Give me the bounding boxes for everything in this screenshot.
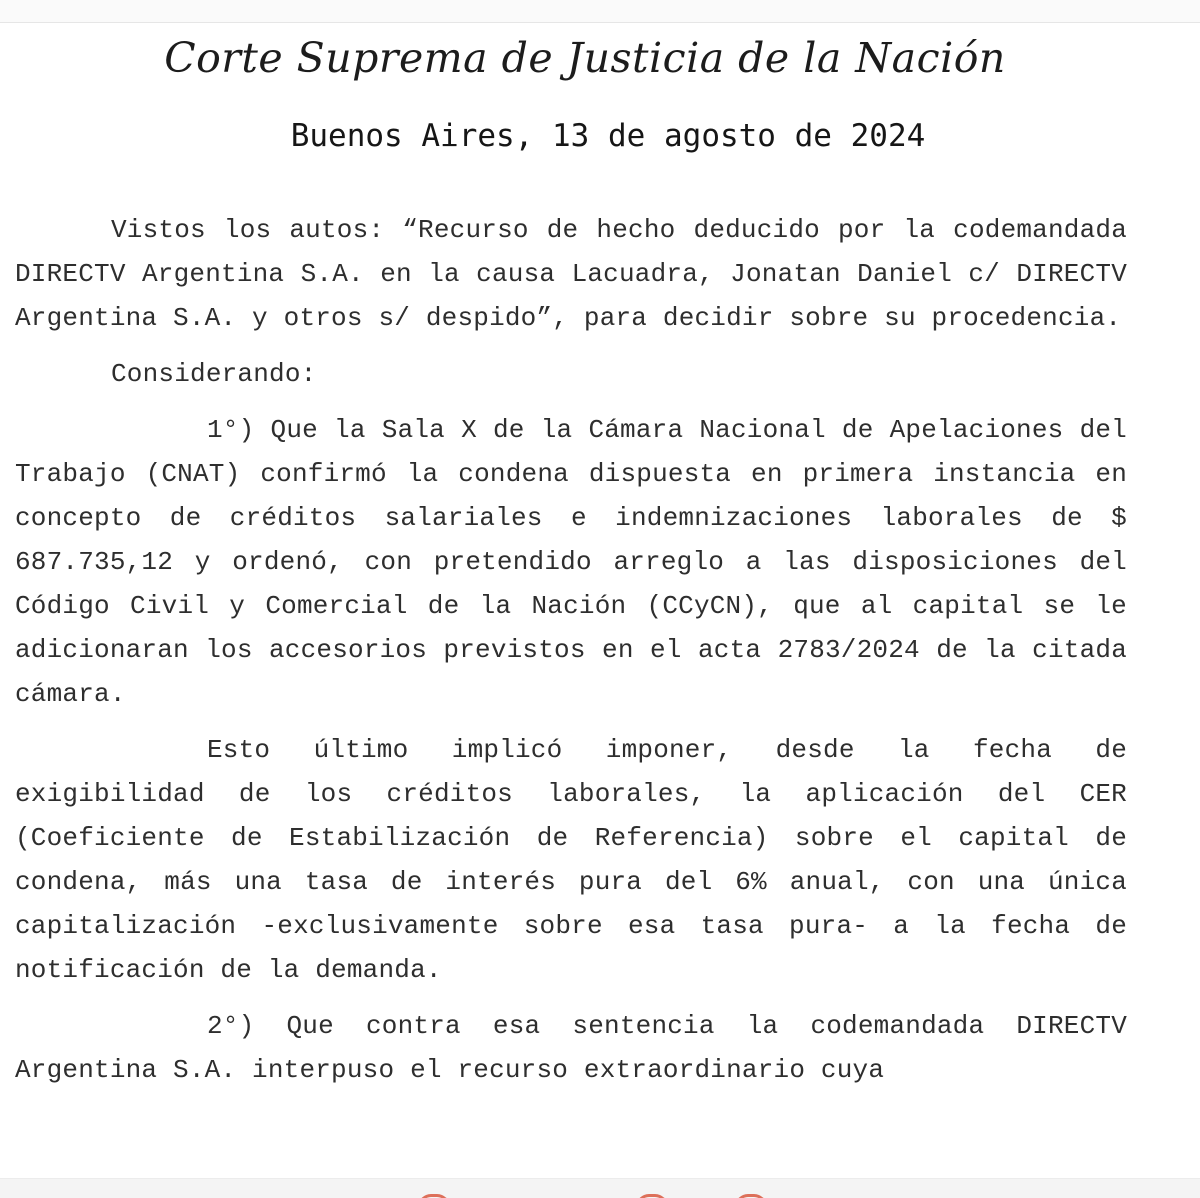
paragraph-esto-ultimo: Esto último implicó imponer, desde la fecha de exigibilidad de los créditos laborales, la aplicación del CER (Coeficiente de Estabilización de Referencia) sobre el capital de condena, más una tasa de interés pura del 6% anual, con una única capitalización -exclusivamente sobre esa tasa pura- a la fecha de notificación de la demanda.: [15, 735, 1127, 985]
red-arc-decoration: [636, 1194, 668, 1198]
bottom-bar: [0, 1178, 1200, 1198]
top-toolbar-strip: [0, 0, 1200, 23]
paragraph-considerando: Considerando:: [111, 359, 317, 389]
court-header-title: Corte Suprema de Justicia de la Nación: [164, 34, 1006, 82]
paragraph-second-considerando: 2°) Que contra esa sentencia la codemandada DIRECTV Argentina S.A. interpuso el recurso extraordinario cuya: [15, 1011, 1127, 1085]
document-body: [15, 208, 1127, 1092]
red-arc-decoration: [418, 1194, 450, 1198]
red-arc-decoration: [735, 1194, 767, 1198]
paragraph-vistos: Vistos los autos: “Recurso de hecho deducido por la codemandada DIRECTV Argentina S.A. en la causa Lacuadra, Jonatan Daniel c/ DIRECTV Argentina S.A. y otros s/ despido”, para decidir sobre su procedencia.: [15, 215, 1127, 333]
paragraph-first-considerando: 1°) Que la Sala X de la Cámara Nacional de Apelaciones del Trabajo (CNAT) confirmó la condena dispuesta en primera instancia en concepto de créditos salariales e indemnizaciones laborales de $ 687.735,12 y ordenó, con pretendido arreglo a las disposiciones del Código Civil y Comercial de la Nación (CCyCN), que al capital se le adicionaran los accesorios previstos en el acta 2783/2024 de la citada cámara.: [15, 415, 1127, 709]
document-date: Buenos Aires, 13 de agosto de 2024: [290, 118, 926, 154]
